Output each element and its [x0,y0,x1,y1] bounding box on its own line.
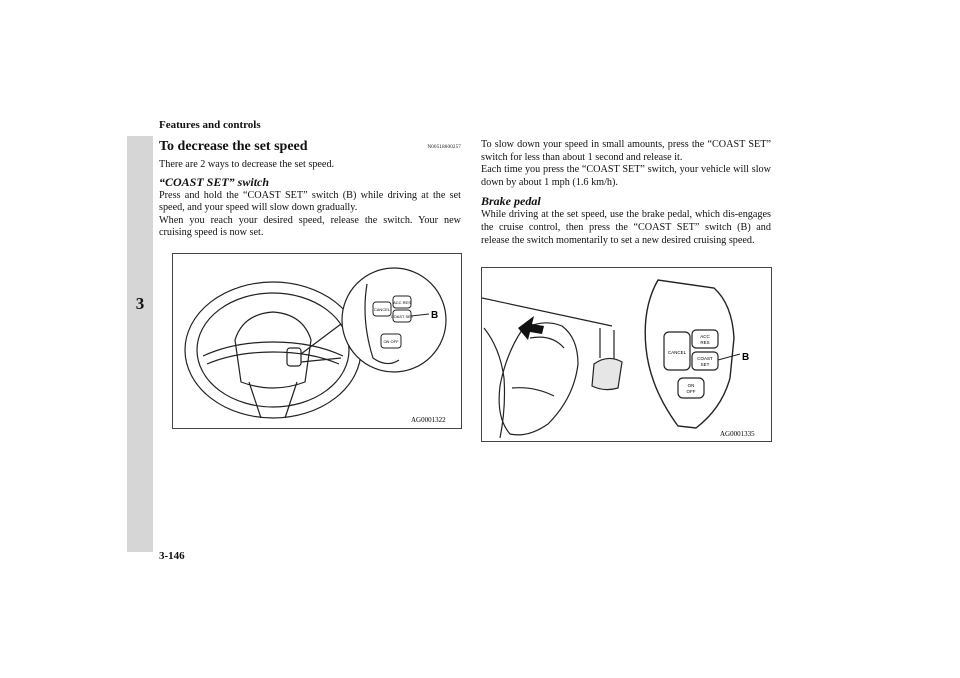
chapter-number: 3 [135,294,145,313]
callout-b-label-2: B [742,352,750,363]
brake-pedal-figure [481,267,772,442]
coast-set-paragraph-1: Press and hold the “COAST SET” switch (B) while driving at the set speed, and your speed will slow down gradually. [159,189,461,214]
coast-set-paragraph-2: When you reach your desired speed, release the switch. Your new cruising speed is now set. [159,214,461,239]
res-label: RES [700,340,710,345]
page-number: 3-146 [159,550,185,562]
on-label: ON [687,383,695,388]
cancel-button-label: CANCEL [667,350,687,355]
chapter-tab [127,136,153,552]
section-title-text: To decrease the set speed [159,139,308,154]
small-amount-paragraph: To slow down your speed in small amounts, press the “COAST SET” switch for less than about 1 second and release it. [481,139,771,163]
steering-wheel-illustration [173,254,461,428]
switch-detail [645,280,740,428]
brake-pedal-subheading: Brake pedal [481,194,541,209]
section-title [159,139,461,159]
figure2-code: AG0001335 [720,430,755,438]
right-column [481,139,771,247]
arrow-icon [518,316,544,340]
cancel-label: CANCEL [373,307,391,312]
figure1-code: AG0001322 [411,416,446,424]
running-header: Features and controls [159,119,261,131]
brake-pedal-illustration [482,268,771,441]
off-label: OFF [686,389,696,394]
steering-wheel-figure [172,253,462,429]
acc-label: ACC [700,334,710,339]
coast-set-label: COAST SET [390,314,414,319]
section-code: N00518600257 [427,145,461,150]
on-off-label: ON OFF [383,339,399,344]
each-press-paragraph: Each time you press the “COAST SET” switch, your vehicle will slow down by about 1 mph (1.6 km/h). [481,164,771,188]
brake-pedal-paragraph: While driving at the set speed, use the brake pedal, which dis-engages the cruise control, then press the “COAST SET” switch (B) and release the switch momentarily to set a new desired cruising speed. [481,209,771,246]
intro-paragraph: There are 2 ways to decrease the set speed. [159,159,335,170]
coast-label: COAST [697,356,713,361]
left-column [159,139,461,240]
acc-res-label: ACC RES [393,300,411,305]
callout-b-label: B [431,310,439,321]
coast-set-subheading: “COAST SET” switch [159,174,270,189]
set-label: SET [700,362,710,367]
